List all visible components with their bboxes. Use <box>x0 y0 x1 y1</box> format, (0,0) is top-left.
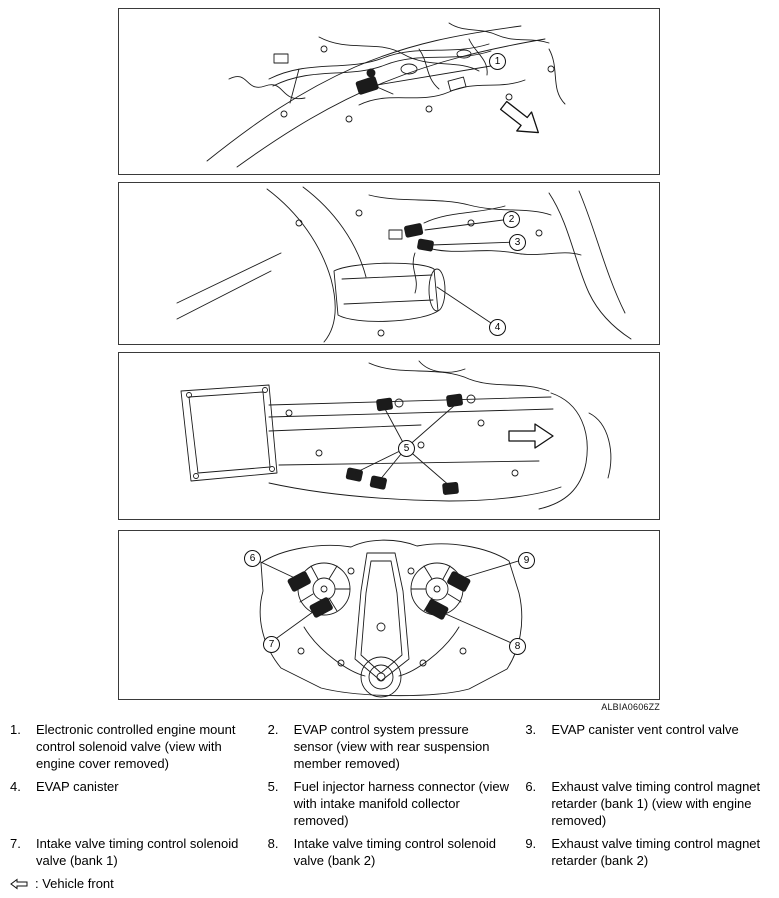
leader-line-1 <box>377 65 497 85</box>
evap-pressure-sensor <box>404 223 423 237</box>
engine-mount-solenoid-valve <box>356 69 393 95</box>
leader-line-2 <box>425 219 511 230</box>
exhaust-vtc-retarder-bank2 <box>447 571 471 592</box>
legend-item-text: Exhaust valve timing control magnet retarder (bank 1) (view with engine removed) <box>551 779 761 828</box>
exhaust-vtc-retarder-bank1 <box>287 571 311 592</box>
callout-9: 9 <box>518 552 535 569</box>
direction-arrow-icon <box>509 424 553 448</box>
evap-canister-shape <box>334 263 438 321</box>
legend-item-1 <box>10 721 254 772</box>
legend-item-text: EVAP canister <box>36 779 119 794</box>
fuel-rail-diagram <box>119 353 659 519</box>
legend <box>0 721 779 869</box>
legend-item-number: 8. <box>267 836 279 851</box>
leader-line-4 <box>437 287 497 327</box>
leader-line-5b <box>406 405 455 448</box>
legend-item-number: 6. <box>525 779 537 794</box>
leader-line-3 <box>431 242 517 245</box>
figure-code: ALBIA0606ZZ <box>601 702 660 712</box>
callout-1: 1 <box>489 53 506 70</box>
injector-connector <box>346 468 363 482</box>
legend-item-9 <box>525 835 769 869</box>
diagram-panel-3 <box>118 352 660 520</box>
callout-8: 8 <box>509 638 526 655</box>
legend-item-number: 3. <box>525 722 537 737</box>
injector-connector <box>443 482 459 495</box>
legend-item-text: Exhaust valve timing control magnet retarder (bank 2) <box>551 836 761 868</box>
callout-7: 7 <box>263 636 280 653</box>
legend-item-text: Intake valve timing control solenoid valve (bank 2) <box>293 836 496 868</box>
legend-item-text: Electronic controlled engine mount control solenoid valve (view with engine cover removed) <box>36 722 236 771</box>
vehicle-front-label: : Vehicle front <box>35 876 114 891</box>
diagram-panel-1 <box>118 8 660 175</box>
legend-item-number: 2. <box>267 722 279 737</box>
direction-arrow-icon <box>496 96 545 142</box>
vehicle-front-arrow-icon <box>10 878 28 890</box>
injector-connector <box>370 476 387 490</box>
legend-item-5 <box>268 778 512 829</box>
diagram-panel-2 <box>118 182 660 345</box>
legend-item-4 <box>10 778 254 829</box>
legend-item-number: 5. <box>267 779 279 794</box>
callout-6: 6 <box>244 550 261 567</box>
vehicle-front-note <box>0 875 779 892</box>
legend-item-6 <box>525 778 769 829</box>
legend-item-7 <box>10 835 254 869</box>
callout-5: 5 <box>398 440 415 457</box>
callout-4: 4 <box>489 319 506 336</box>
callout-3: 3 <box>509 234 526 251</box>
figure-area <box>118 0 660 713</box>
legend-item-number: 7. <box>10 836 21 851</box>
callout-2: 2 <box>503 211 520 228</box>
legend-item-text: Intake valve timing control solenoid valve (bank 1) <box>36 836 239 868</box>
legend-item-2 <box>268 721 512 772</box>
engine-bay-diagram <box>119 9 659 174</box>
legend-item-number: 4. <box>10 779 21 794</box>
legend-item-number: 1. <box>10 722 21 737</box>
engine-front-diagram <box>119 531 659 699</box>
evap-underbody-diagram <box>119 183 659 344</box>
legend-item-text: EVAP control system pressure sensor (view with rear suspension member removed) <box>293 722 490 771</box>
legend-item-text: Fuel injector harness connector (view with intake manifold collector removed) <box>293 779 509 828</box>
diagram-panel-4 <box>118 530 660 700</box>
leader-line-8 <box>439 611 516 645</box>
legend-item-number: 9. <box>525 836 537 851</box>
legend-item-text: EVAP canister vent control valve <box>551 722 739 737</box>
intake-vtc-solenoid-bank2 <box>425 599 449 620</box>
legend-item-8 <box>268 835 512 869</box>
leader-line-9 <box>459 559 525 579</box>
legend-item-3 <box>525 721 769 772</box>
